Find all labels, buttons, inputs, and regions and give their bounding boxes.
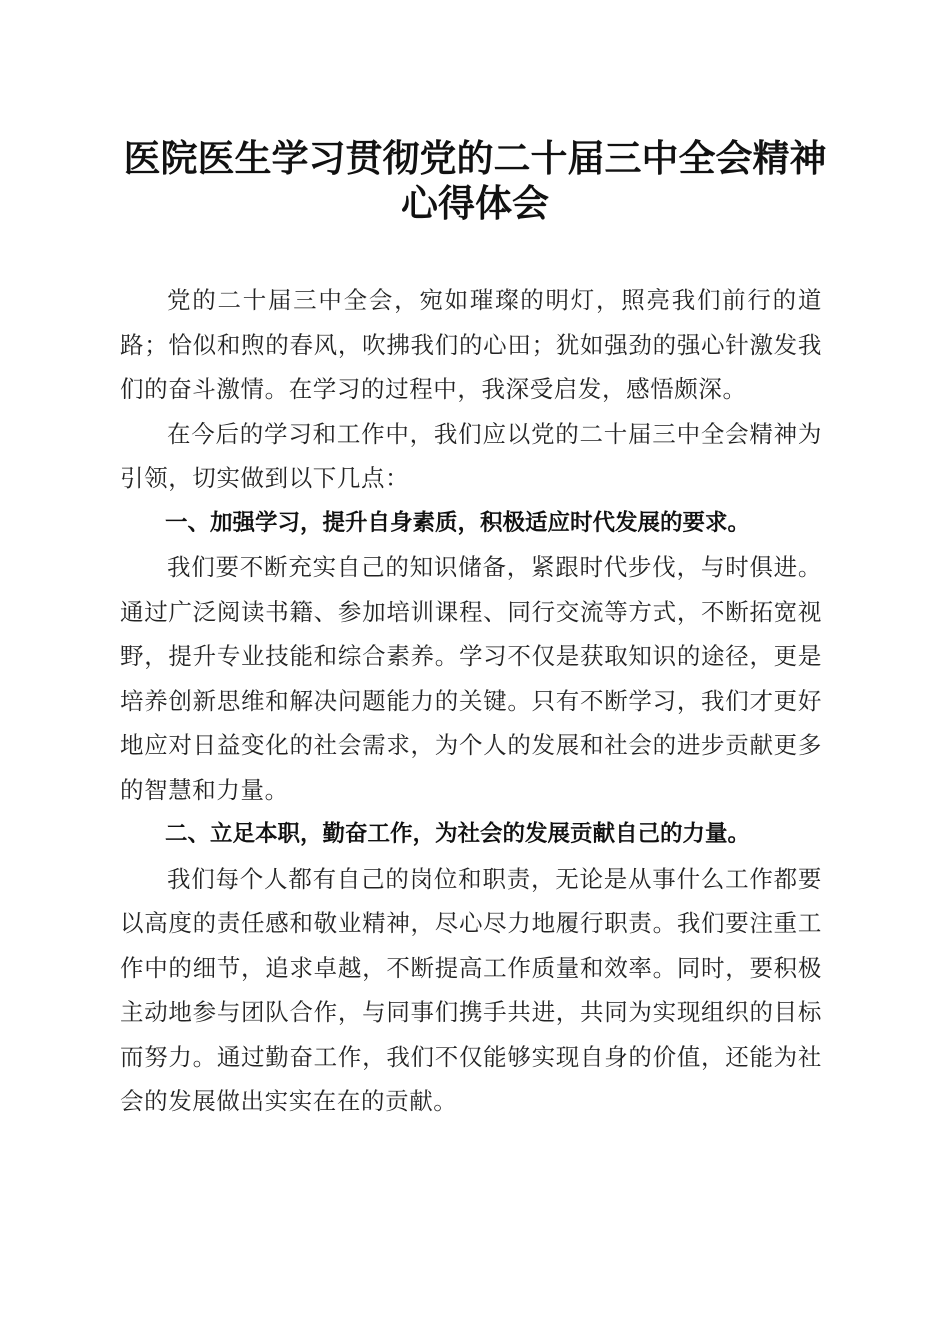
section-heading-1: 一、加强学习，提升自身素质，积极适应时代发展的要求。 (165, 509, 751, 536)
section-2-paragraph: 我们每个人都有自己的岗位和职责，无论是从事什么工作都要以高度的责任感和敬业精神，尽心尽力地履行职责。我们要注重工作中的细节，追求卓越，不断提高工作质量和效率。同时，要积极主动地参与团队合作，与同事们携手共进，共同为实现组织的目标而努力。通过勤奋工作，我们不仅能够实现自身的价值，还能为社会的发展做出实实在在的贡献。 (120, 864, 822, 1115)
intro-paragraph: 党的二十届三中全会，宛如璀璨的明灯，照亮我们前行的道路；恰似和煦的春风，吹拂我们的心田；犹如强劲的强心针激发我们的奋斗激情。在学习的过程中，我深受启发，感悟颇深。 (120, 286, 822, 403)
lead-in-paragraph: 在今后的学习和工作中，我们应以党的二十届三中全会精神为引领，切实做到以下几点： (120, 419, 822, 492)
document-title: 医院医生学习贯彻党的二十届三中全会精神心得体会 (123, 136, 827, 225)
document-body (120, 278, 822, 1124)
section-1-paragraph: 我们要不断充实自己的知识储备，紧跟时代步伐，与时俱进。通过广泛阅读书籍、参加培训课程、同行交流等方式，不断拓宽视野，提升专业技能和综合素养。学习不仅是获取知识的途径，更是培养创新思维和解决问题能力的关键。只有不断学习，我们才更好地应对日益变化的社会需求，为个人的发展和社会的进步贡献更多的智慧和力量。 (120, 553, 822, 804)
section-heading-2: 二、立足本职，勤奋工作，为社会的发展贡献自己的力量。 (165, 821, 751, 847)
